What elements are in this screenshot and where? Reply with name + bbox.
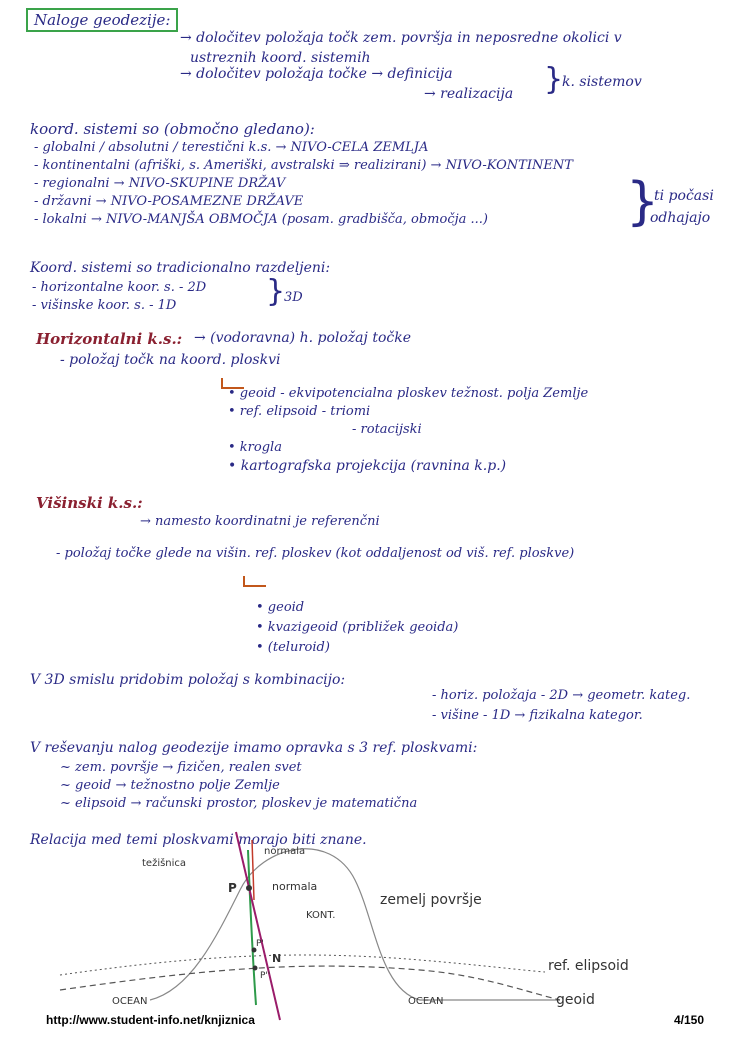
traditional-item-2: - višinske koor. s. - 1D — [32, 298, 177, 313]
coord-heading: koord. sistemi so (območno gledano): — [30, 120, 315, 138]
intro-ksystems: k. sistemov — [562, 74, 642, 90]
ellipsoid-curve — [60, 955, 545, 975]
page-title: Naloge geodezije: — [26, 8, 178, 32]
coord-note-1: ti počasi — [654, 188, 714, 204]
relation-line: Relacija med temi ploskvami morajo biti znane. — [30, 832, 367, 848]
label-ref-elipsoid: ref. elipsoid — [548, 958, 629, 974]
label-normala: normala — [272, 880, 318, 893]
vertical-mark — [252, 840, 254, 900]
vertical-heading: Višinski k.s.: — [36, 494, 143, 512]
combo-item-1: - horiz. položaja - 2D → geometr. kateg. — [432, 688, 691, 703]
horizontal-bullet-1: • geoid - ekvipotencialna ploskev težnost. polja Zemlje — [228, 386, 589, 401]
intro-line-4: → realizacija — [424, 86, 514, 102]
horizontal-heading-rest: → (vodoravna) h. položaj točke — [194, 330, 411, 346]
label-p1: P' — [256, 939, 264, 949]
intro-brace: } — [544, 62, 564, 97]
label-n: N — [272, 952, 282, 965]
earth-surface-curve — [150, 849, 560, 1000]
tasks-line: V reševanju nalog geodezije imamo opravka s 3 ref. ploskvami: — [30, 740, 478, 756]
label-tezisnica: težišnica — [142, 858, 187, 869]
label-ocean-left: OCEAN — [112, 996, 148, 1007]
vertical-line: - položaj točke glede na višin. ref. ploskev (kot oddaljenost od viš. ref. ploskve) — [56, 546, 575, 561]
geoid-curve — [60, 966, 560, 1000]
arrow-vertical — [244, 576, 266, 586]
traditional-heading: Koord. sistemi so tradicionalno razdeljeni: — [30, 260, 331, 276]
label-geoid: geoid — [556, 992, 595, 1008]
traditional-brace: } — [266, 274, 286, 309]
point-p — [246, 885, 252, 891]
intro-line-3: → določitev položaja točke → definicija — [180, 66, 453, 82]
footer-page: 4/150 — [674, 1013, 705, 1027]
combo-item-2: - višine - 1D → fizikalna kategor. — [432, 708, 643, 723]
vertical-sub: → namesto koordinatni je referenčni — [140, 514, 380, 529]
traditional-item-1: - horizontalne koor. s. - 2D — [32, 280, 207, 295]
tasks-item-1: ~ zem. površje → fizičen, realen svet — [60, 760, 302, 775]
label-p2: P'' — [260, 971, 271, 981]
tasks-item-3: ~ elipsoid → računski prostor, ploskev je matematična — [60, 796, 418, 811]
coord-item-5: - lokalni → NIVO-MANJŠA OBMOČJA (posam. gradbišča, območja ...) — [34, 212, 489, 227]
arrow-horizontal — [222, 378, 244, 388]
horizontal-heading: Horizontalni k.s.: — [36, 330, 183, 348]
combo-line: V 3D smislu pridobim položaj s kombinacijo: — [30, 672, 346, 688]
label-normala-top: normala — [264, 846, 306, 857]
traditional-3d: 3D — [284, 290, 303, 305]
coord-brace: } — [626, 172, 660, 232]
horizontal-bullet-3: • krogla — [228, 440, 282, 455]
coord-item-3: - regionalni → NIVO-SKUPINE DRŽAV — [34, 176, 286, 191]
intro-line-1: → določitev položaja točk zem. površja in neposredne okolici v — [180, 30, 622, 46]
coord-note-2: odhajajo — [650, 210, 711, 226]
horizontal-line: - položaj točk na koord. ploskvi — [60, 352, 281, 368]
label-zem-povrsje: zemelj površje — [380, 892, 482, 908]
intro-line-2: ustreznih koord. sistemih — [190, 50, 371, 66]
footer-url[interactable]: http://www.student-info.net/knjiznica — [46, 1013, 255, 1027]
tasks-item-2: ~ geoid → težnostno polje Zemlje — [60, 778, 280, 793]
horizontal-bullet-4: • kartografska projekcija (ravnina k.p.) — [228, 458, 507, 474]
coord-item-4: - državni → NIVO-POSAMEZNE DRŽAVE — [34, 194, 304, 209]
coord-item-2: - kontinentalni (afriški, s. Ameriški, avstralski ⇒ realizirani) → NIVO-KONTINENT — [34, 158, 573, 173]
vertical-bullet-2: • kvazigeoid (približek geoida) — [256, 620, 459, 635]
label-kont: KONT. — [306, 910, 336, 921]
vertical-bullet-3: • (teluroid) — [256, 640, 330, 655]
horizontal-bullet-2b: - rotacijski — [352, 422, 422, 437]
vertical-bullet-1: • geoid — [256, 600, 305, 615]
label-p: P — [228, 881, 237, 895]
coord-item-1: - globalni / absolutni / terestični k.s. → NIVO-CELA ZEMLJA — [34, 140, 429, 155]
point-p2 — [253, 966, 258, 971]
normal-line — [236, 832, 280, 1020]
horizontal-bullet-2: • ref. elipsoid - triomi — [228, 404, 371, 419]
label-ocean-right: OCEAN — [408, 996, 444, 1007]
